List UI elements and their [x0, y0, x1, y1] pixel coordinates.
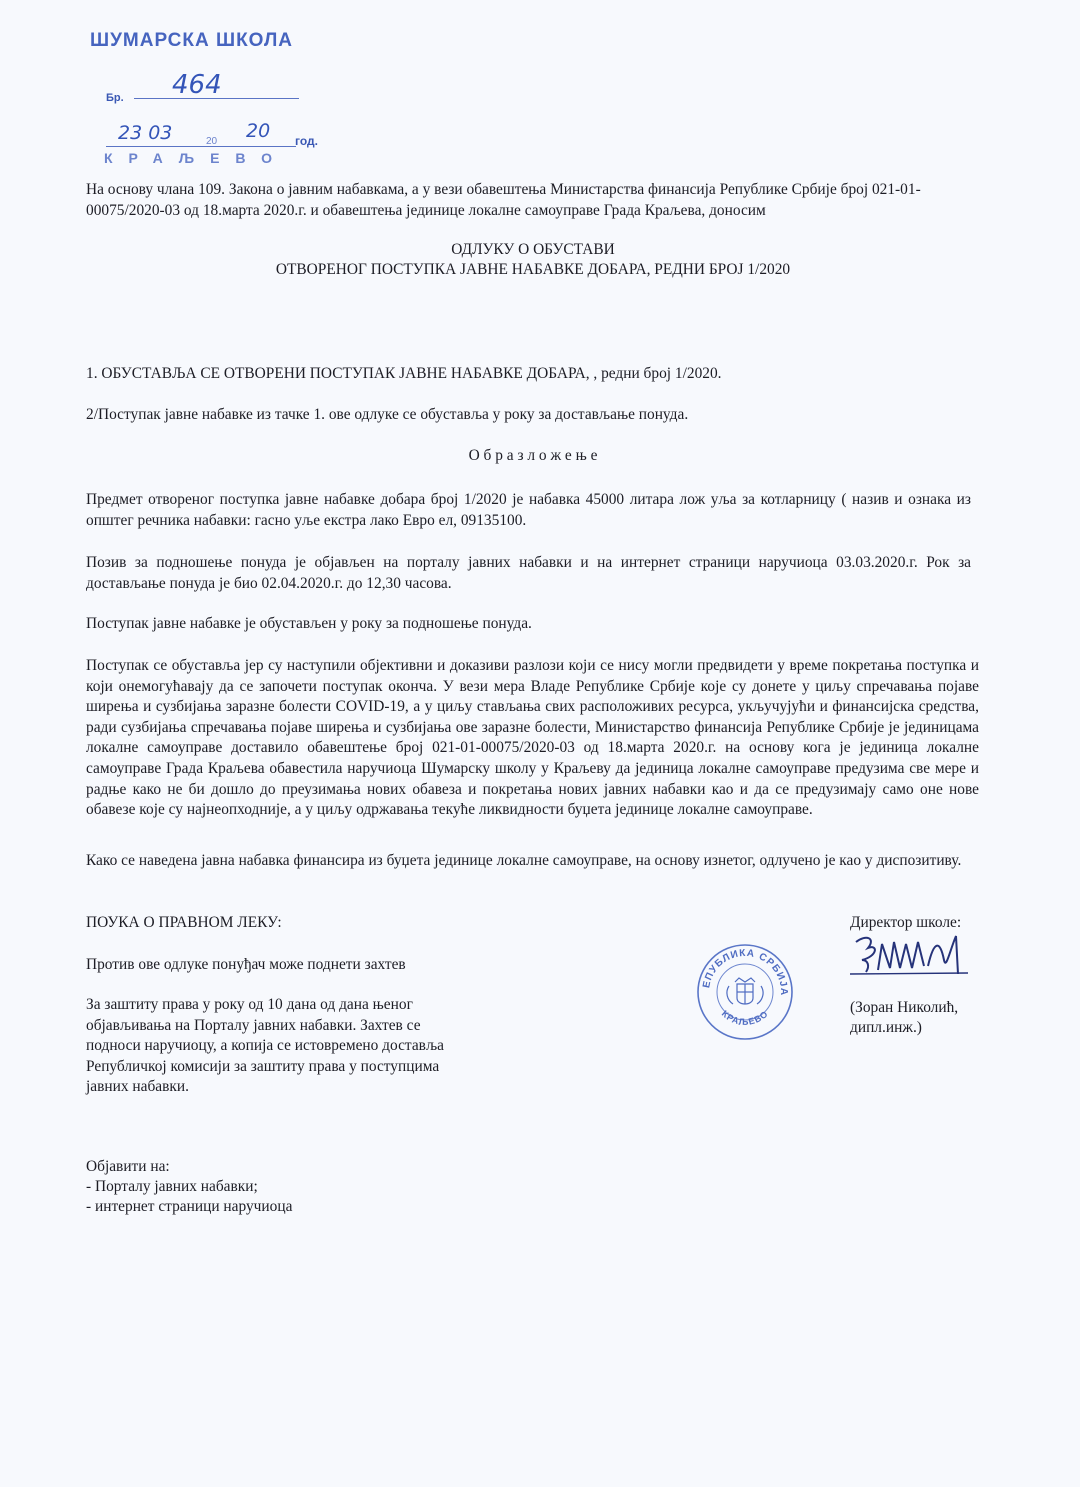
stamp-god-label: год.	[295, 134, 318, 148]
registry-stamp	[88, 30, 328, 172]
stamp-date-line	[106, 146, 296, 147]
signature-scribble-icon	[848, 930, 973, 980]
legal-remedy-heading: ПОУКА О ПРАВНОМ ЛЕКУ:	[86, 914, 282, 931]
paragraph-invitation: Позив за подношење понуда је објављен на порталу јавних набавки и на интернет страници наручиоца 03.03.2020.г. Рок за достављање понуда је био 02.04.2020.г. до 12,30 часова.	[86, 554, 971, 592]
paragraph-subject: Предмет отвореног поступка јавне набавке добара број 1/2020 је набавка 45000 литара лож уља за котларницу ( назив и ознака из општег речника набавки: гасно уље екстра лако Евро ел, 09135100.	[86, 491, 971, 529]
stamp-date-year: 20	[246, 120, 271, 142]
publish-item-portal: - Порталу јавних набавки;	[86, 1178, 258, 1195]
decision-title-line1: ОДЛУКУ О ОБУСТАВИ	[451, 241, 615, 258]
seal-top-text: ЕПУБЛИКА СРБИЈА	[701, 947, 790, 997]
decision-item-2: 2/Поступак јавне набавке из тачке 1. ове одлуке се обуставља у року за достављање понуда.	[86, 406, 689, 423]
stamp-date-day-month: 23 03	[118, 122, 173, 144]
publish-heading: Објавити на:	[86, 1158, 170, 1175]
director-signature	[848, 930, 973, 980]
svg-text:РЕПУБЛИКА СРБИЈА	[695, 942, 789, 996]
decision-item-1: 1. ОБУСТАВЉА СЕ ОТВОРЕНИ ПОСТУПАК ЈАВНЕ НАБАВКЕ ДОБАРА, , редни број 1/2020.	[86, 365, 722, 382]
publish-item-website: - интернет страници наручиоца	[86, 1198, 293, 1215]
intro-paragraph: На основу члана 109. Закона о јавним набавкама, а у вези обавештења Министарства финансија Републике Србије број 021-01-00075/2020-03 од 18.марта 2020.г. и обавештења јединице локалне самоуправе Града Краљева, доносим	[86, 181, 921, 219]
stamp-number: 464	[172, 70, 222, 100]
paragraph-reasons: Поступак се обуставља јер су наступили објективни и доказиви разлози који се нису могли предвидети у време покретања поступка и који онемогућавају да се започети поступак оконча. У вези мера Владе Републике Србије које су донете у циљу спречавања појаве ширења и сузбијања заразне болести COVID-19, а у циљу стављања свих расположивих ресурса, укључујући и финансијска средства, ради сузбијања спречавања појаве ширења и сузбијања ове заразне болести, Министарство финансија Републике Србије је јединицама локалне самоуправе доставило обавештење број 021-01-00075/2020-03 од 18.марта 2020.г. на основу кога је јединица локалне самоуправе Града Краљева обавестила наручиоца Шумарску школу у Краљеву да јединица локалне самоуправе предузима све мере и радње како не би дошло до преузимања нових обавеза и покретања нових јавних набавки као и да се предузимају само оне нове обавезе које су најнеопходније, а у циљу одржавања текуће ликвидности буџета јединице локалне самоуправе.	[86, 657, 979, 819]
reasoning-heading: О б р а з л о ж е њ е	[468, 447, 598, 464]
stamp-date-prefix: 20	[206, 136, 218, 147]
stamp-city: КРАЉЕВО	[104, 150, 289, 166]
paragraph-conclusion: Како се наведена јавна набавка финансира из буџета јединице локалне самоуправе, на основу изнетог, одлучено је као у диспозитиву.	[86, 852, 962, 869]
director-name-line2: дипл.инж.)	[850, 1019, 922, 1036]
director-name-line1: (Зоран Николић,	[850, 999, 959, 1016]
official-seal	[695, 942, 795, 1042]
legal-remedy-body: За заштиту права у року од 10 дана од дана њеног објављивања на Порталу јавних набавки. Захтев се подноси наручиоцу, а копија се истовремено доставља Републичкој комисији за заштиту права у поступцима јавних набавки.	[86, 996, 444, 1096]
director-label: Директор школе:	[850, 914, 962, 931]
stamp-number-line	[134, 98, 299, 99]
paragraph-suspended: Поступак јавне набавке је обустављен у року за подношење понуда.	[86, 615, 532, 632]
seal-bottom-text: КРАЉЕВО	[719, 1008, 771, 1028]
svg-text:КРАЉЕВО	[720, 1008, 770, 1027]
legal-remedy-line1: Против ове одлуке понуђач може поднети захтев	[86, 956, 406, 973]
stamp-br-label: Бр.	[106, 92, 124, 104]
seal-emblem-icon	[695, 942, 795, 1042]
decision-title-line2: ОТВОРЕНОГ ПОСТУПКА ЈАВНЕ НАБАВКЕ ДОБАРА, РЕДНИ БРОЈ 1/2020	[275, 261, 791, 278]
stamp-school-name: ШУМАРСКА ШКОЛА	[90, 30, 294, 51]
